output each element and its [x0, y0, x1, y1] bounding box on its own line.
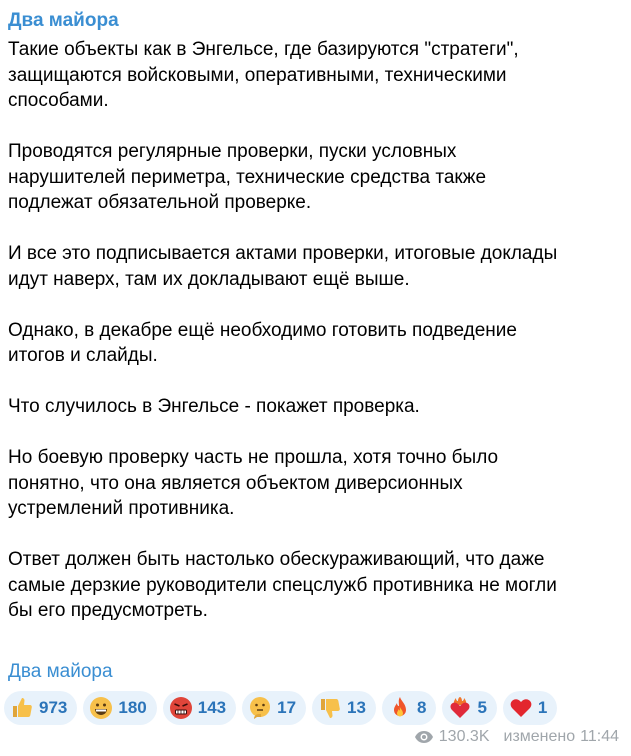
post-paragraph: Ответ должен быть настолько обескураживающий, что даже самые дерзкие руководители спецслужб противника не могли бы его предусмотреть.: [8, 549, 557, 621]
reaction-count: 1: [537, 698, 548, 717]
reaction-count: 973: [39, 698, 68, 717]
reaction-count: 13: [347, 698, 366, 717]
message-meta: [414, 728, 619, 746]
reaction-count: 180: [118, 698, 147, 717]
heart-on-fire-icon: [448, 696, 472, 720]
signature-link[interactable]: Два майора: [8, 661, 113, 682]
angry-face-icon: [169, 696, 193, 720]
reaction-thumbs-down[interactable]: [312, 691, 376, 725]
reaction-count: 5: [477, 698, 487, 717]
fire-icon: [388, 696, 412, 720]
post-paragraph: Что случилось в Энгельсе - покажет проверка.: [8, 396, 420, 417]
reaction-fire[interactable]: [382, 691, 436, 725]
grinning-face-icon: [89, 696, 113, 720]
red-heart-icon: [509, 696, 533, 720]
eye-icon: [414, 730, 434, 744]
reaction-thinking-face[interactable]: [242, 691, 306, 725]
post-paragraph: И все это подписывается актами проверки, итоговые доклады идут наверх, там их докладывают ещё выше.: [8, 243, 558, 290]
channel-name[interactable]: Два майора: [8, 10, 119, 31]
reactions-bar: [4, 691, 557, 725]
reaction-heart-on-fire[interactable]: [442, 691, 496, 725]
reaction-count: 8: [416, 698, 427, 717]
reaction-thumbs-up[interactable]: [4, 691, 77, 725]
reaction-count: 143: [197, 698, 227, 717]
thumbs-up-icon: [10, 696, 34, 720]
edited-label: изменено: [503, 728, 576, 745]
thinking-face-icon: [248, 696, 272, 720]
thumbs-down-icon: [318, 696, 342, 720]
view-count: 130.3K: [438, 728, 490, 745]
post-text: [8, 37, 623, 624]
reaction-red-heart[interactable]: [503, 691, 557, 725]
reaction-angry-face[interactable]: [163, 691, 236, 725]
reaction-count: 17: [277, 698, 297, 717]
reaction-grinning-face[interactable]: [83, 691, 156, 725]
post-paragraph: Проводятся регулярные проверки, пуски условных нарушителей периметра, технические средства также подлежат обязательной проверке.: [8, 141, 487, 213]
post-paragraph: Но боевую проверку часть не прошла, хотя точно было понятно, что она является объектом диверсионных устремлений противника.: [8, 447, 499, 519]
message-time: 11:44: [580, 728, 619, 745]
post-paragraph: Такие объекты как в Энгельсе, где базируются "стратеги", защищаются войсковыми, оперативными, техническими способами.: [8, 39, 519, 111]
post-paragraph: Однако, в декабре ещё необходимо готовить подведение итогов и слайды.: [8, 319, 517, 366]
